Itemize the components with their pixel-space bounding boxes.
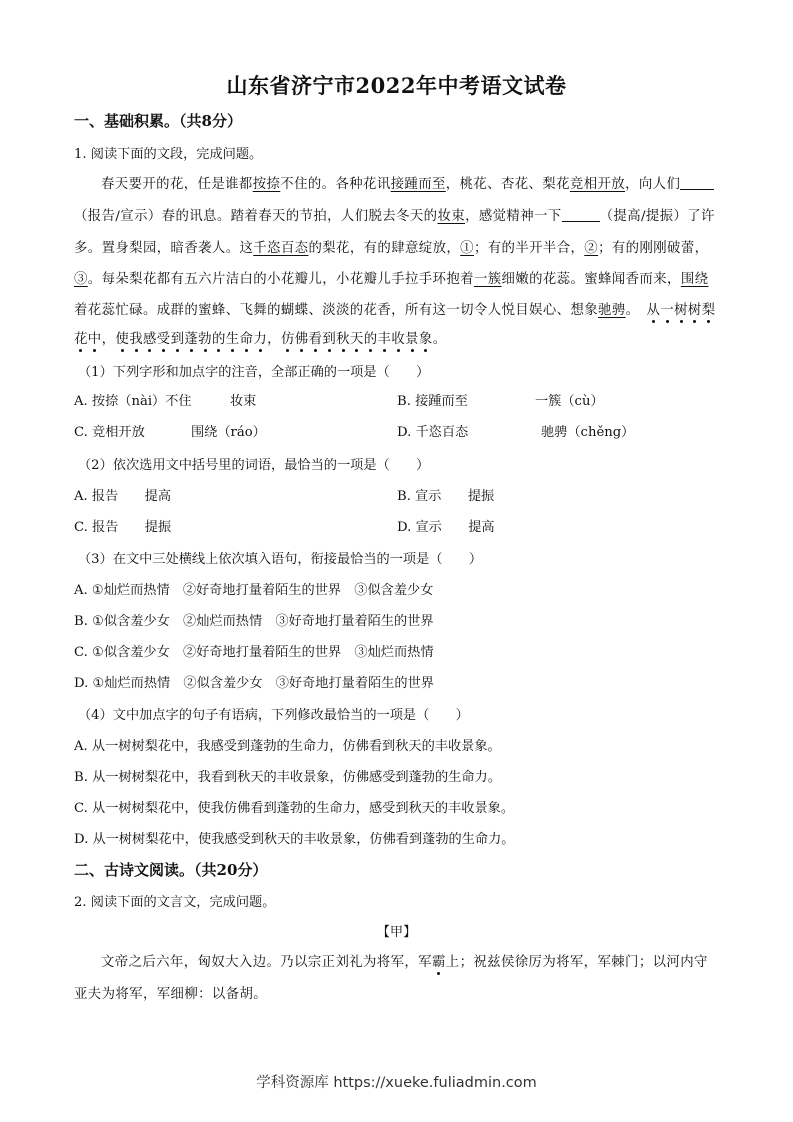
question-2-intro: 2. 阅读下面的文言文，完成问题。: [74, 895, 276, 910]
q1-4-option-b[interactable]: B. 从一树树梨花中，我看到秋天的丰收景象，仿佛感受到蓬勃的生命力。: [74, 770, 501, 785]
q1-2-option-a[interactable]: A. 报告 提高: [74, 489, 172, 504]
passage-line-2: （报告/宣示）春的讯息。踏着春天的节拍，人们脱去冬天的妆束，感觉精神一下 （提高/提振）了许: [74, 209, 715, 224]
blank-1: [680, 176, 714, 190]
q1-1-option-a[interactable]: A. 按捺（nài）不住 妆束: [74, 394, 257, 409]
passage-line-3: 多。置身梨园，暗香袭人。这千恣百态的梨花，有的肆意绽放，①；有的半开半合，②；有的刚刚破蕾，: [74, 241, 709, 256]
blank-2: [562, 208, 600, 222]
q1-2-option-d[interactable]: D. 宣示 提高: [397, 520, 495, 535]
q1-2-stem: （2）依次选用文中括号里的词语，最恰当的一项是（ ）: [78, 458, 430, 473]
q1-2-option-c[interactable]: C. 报告 提振: [74, 520, 172, 535]
q1-1-option-b[interactable]: B. 接踵而至 一簇（cù）: [397, 394, 604, 409]
classical-line-1: 文帝之后六年，匈奴大入边。乃以宗正刘礼为将军，军霸上；祝兹侯徐厉为将军，军棘门；以河内守: [101, 955, 708, 970]
q1-1-option-d[interactable]: D. 千恣百态 驰骋（chěng）: [397, 425, 635, 440]
classical-line-2: 亚夫为将军，军细柳：以备胡。: [74, 987, 268, 1002]
q1-4-stem: （4）文中加点字的句子有语病，下列修改最恰当的一项是（ ）: [78, 708, 469, 723]
q1-3-stem: （3）在文中三处横线上依次填入语句，衔接最恰当的一项是（ ）: [78, 552, 483, 567]
q1-3-option-d[interactable]: D. ①灿烂而热情 ②似含羞少女 ③好奇地打量着陌生的世界: [74, 676, 434, 691]
page-title: 山东省济宁市2022年中考语文试卷: [226, 73, 567, 98]
q1-3-option-c[interactable]: C. ①似含羞少女 ②好奇地打量着陌生的世界 ③灿烂而热情: [74, 645, 434, 660]
passage-line-5: 着花蕊忙碌。成群的蜜蜂、飞舞的蝴蝶、淡淡的花香，所有这一切令人悦目娱心、想象驰骋。 从一树树梨: [74, 303, 716, 318]
q1-3-option-b[interactable]: B. ①似含羞少女 ②灿烂而热情 ③好奇地打量着陌生的世界: [74, 614, 434, 629]
section-2-heading: 二、古诗文阅读。（共20分）: [74, 861, 268, 879]
question-1-intro: 1. 阅读下面的文段，完成问题。: [74, 147, 263, 162]
passage-line-1: 春天要开的花，任是谁都按捺不住的。各种花讯接踵而至，桃花、杏花、梨花竞相开放，向人们: [101, 173, 714, 192]
passage-line-4: ③。每朵梨花都有五六片洁白的小花瓣儿，小花瓣儿手拉手环抱着一簇细嫩的花蕊。蜜蜂闻香而来，围绕: [74, 272, 709, 287]
q1-3-option-a[interactable]: A. ①灿烂而热情 ②好奇地打量着陌生的世界 ③似含羞少女: [74, 583, 434, 598]
q1-4-option-c[interactable]: C. 从一树树梨花中，使我仿佛看到蓬勃的生命力，感受到秋天的丰收景象。: [74, 801, 515, 816]
q1-1-stem: （1）下列字形和加点字的注音，全部正确的一项是（ ）: [78, 365, 430, 380]
footer-watermark: 学科资源库 https://xueke.fuliadmin.com: [256, 1075, 537, 1091]
q1-4-option-a[interactable]: A. 从一树树梨花中，我感受到蓬勃的生命力，仿佛看到秋天的丰收景象。: [74, 739, 501, 754]
passage-jia-label: 【甲】: [376, 925, 417, 940]
passage-line-6: 花中，使我感受到蓬勃的生命力，仿佛看到秋天的丰收景象。: [74, 332, 447, 347]
q1-1-option-c[interactable]: C. 竞相开放 围绕（ráo）: [74, 425, 266, 440]
q1-4-option-d[interactable]: D. 从一树树梨花中，使我感受到秋天的丰收景象，仿佛看到蓬勃的生命力。: [74, 832, 515, 847]
q1-2-option-b[interactable]: B. 宣示 提振: [397, 489, 495, 504]
section-1-heading: 一、基础积累。（共8分）: [74, 112, 242, 130]
